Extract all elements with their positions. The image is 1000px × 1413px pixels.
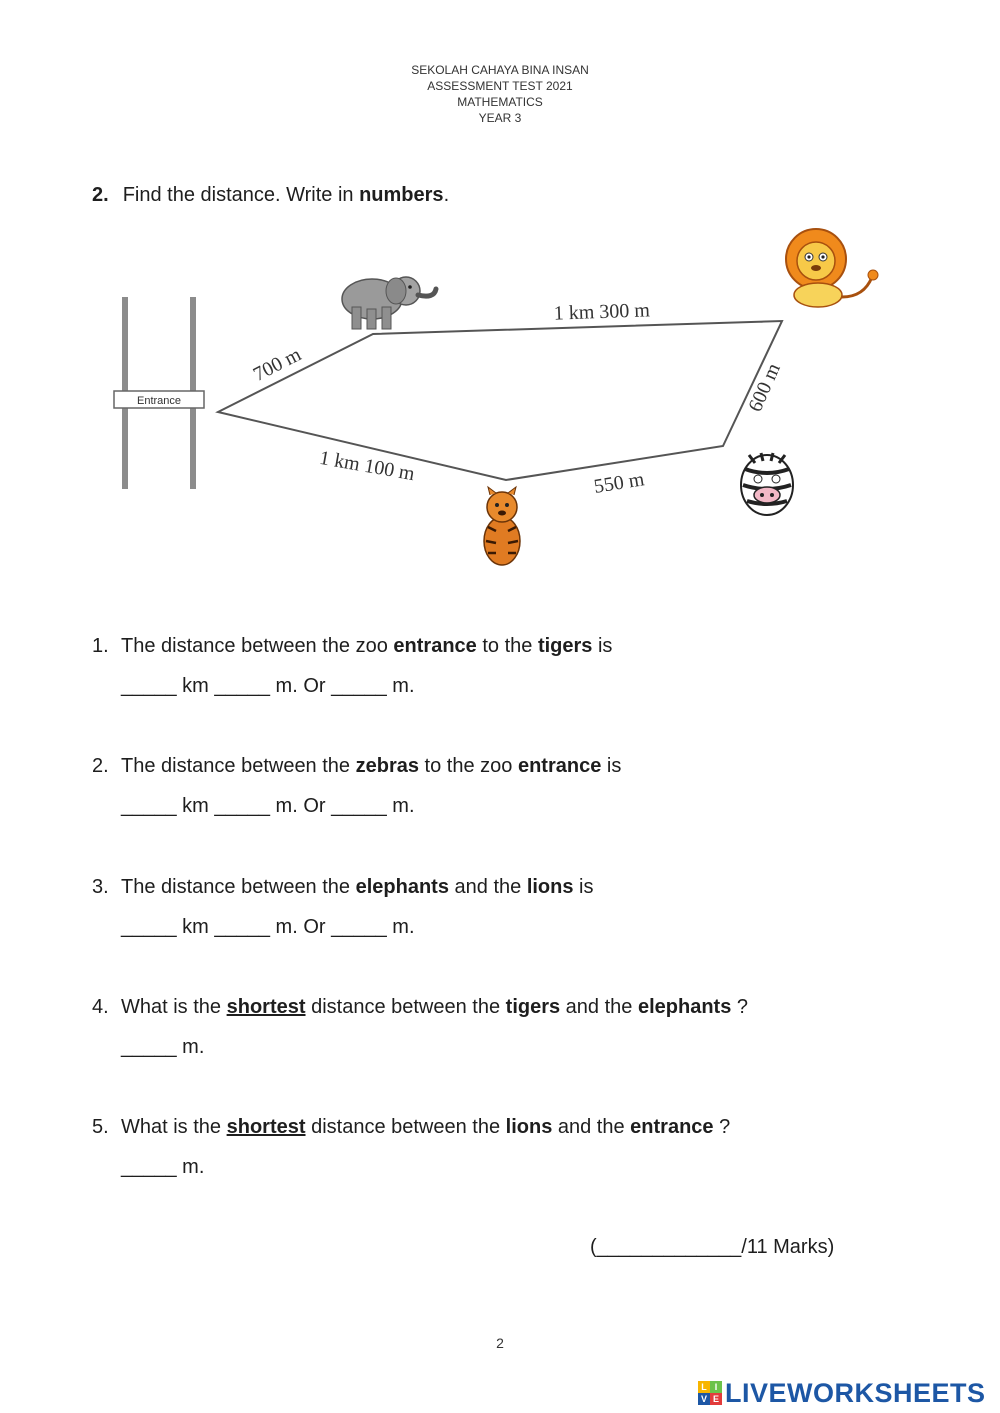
list-item-3 [92, 876, 593, 899]
edge-label-zebra-tiger: 550 m [592, 468, 646, 498]
question-text: Find the distance. Write in [122, 184, 360, 206]
zoo-map-diagram [90, 215, 910, 595]
item-text: and the [448, 876, 527, 898]
tiger-icon [484, 487, 520, 565]
answer-blanks-3[interactable]: _____ km _____ m. Or _____ m. [121, 916, 415, 938]
path-polygon [218, 321, 782, 480]
brand-mark-icon [698, 1381, 722, 1405]
item-text: is [592, 635, 613, 657]
item-number: 2. [92, 755, 109, 777]
item-keyword: lions [505, 1116, 553, 1138]
answer-blanks-1[interactable]: _____ km _____ m. Or _____ m. [121, 675, 415, 697]
edge-label-entrance-elephant: 700 m [249, 343, 305, 386]
question-number: 2. [92, 184, 109, 206]
item-text: distance between the [305, 996, 506, 1018]
subject-name: MATHEMATICS [457, 95, 543, 109]
school-name: SEKOLAH CAHAYA BINA INSAN [411, 63, 589, 77]
edge-label-lion-zebra: 600 m [744, 359, 785, 416]
liveworksheets-logo [698, 1378, 986, 1408]
item-text: to the [476, 635, 538, 657]
item-text: The distance between the zoo [121, 635, 394, 657]
item-text: ? [731, 996, 749, 1018]
item-text: is [601, 755, 622, 777]
item-keyword: tigers [505, 996, 561, 1018]
item-text: to the zoo [418, 755, 518, 777]
elephant-icon [342, 277, 436, 329]
item-text: is [573, 876, 594, 898]
item-keyword: entrance [517, 755, 602, 777]
item-text: The distance between the [121, 755, 356, 777]
item-text: distance between the [305, 1116, 506, 1138]
answer-blanks-4[interactable]: _____ m. [121, 1036, 205, 1058]
entrance-sign-label: Entrance [136, 395, 182, 407]
entrance-sign [114, 297, 204, 489]
item-keyword: tigers [537, 635, 593, 657]
brand-mark-letter: L [698, 1381, 710, 1393]
item-text: ? [713, 1116, 731, 1138]
question-end: . [443, 184, 450, 206]
item-keyword: elephants [637, 996, 732, 1018]
page-header [0, 62, 1000, 126]
item-number: 4. [92, 996, 109, 1018]
list-item-2 [92, 755, 621, 778]
brand-mark-letter: V [698, 1393, 710, 1405]
edge-label-elephant-lion: 1 km 300 m [553, 299, 651, 325]
list-item-5 [92, 1116, 730, 1139]
brand-name: LIVEWORKSHEETS [725, 1377, 986, 1408]
item-keyword: lions [526, 876, 574, 898]
item-keyword: entrance [630, 1116, 714, 1138]
item-number: 3. [92, 876, 109, 898]
item-keyword: zebras [355, 755, 419, 777]
item-text: What is the [121, 1116, 227, 1138]
edge-label-tiger-entrance: 1 km 100 m [317, 446, 417, 486]
item-number: 1. [92, 635, 109, 657]
list-item-1 [92, 635, 612, 658]
list-item-4 [92, 996, 748, 1019]
item-text: What is the [121, 996, 227, 1018]
item-text: and the [560, 996, 638, 1018]
item-text: and the [552, 1116, 631, 1138]
brand-mark-letter: I [710, 1381, 722, 1393]
item-number: 5. [92, 1116, 109, 1138]
answer-blanks-2[interactable]: _____ km _____ m. Or _____ m. [121, 795, 415, 817]
answer-blanks-5[interactable]: _____ m. [121, 1156, 205, 1178]
item-text: The distance between the [121, 876, 356, 898]
item-keyword-underlined: shortest [226, 996, 306, 1018]
zebra-icon [741, 453, 793, 515]
marks-total: (_____________/11 Marks) [590, 1236, 835, 1258]
brand-mark-letter: E [710, 1393, 722, 1405]
question-title [92, 184, 449, 207]
test-name: ASSESSMENT TEST 2021 [427, 79, 573, 93]
item-keyword: entrance [393, 635, 477, 657]
lion-icon [786, 229, 878, 307]
year-label: YEAR 3 [478, 111, 522, 125]
item-keyword-underlined: shortest [226, 1116, 306, 1138]
question-bold: numbers [359, 184, 444, 206]
item-keyword: elephants [355, 876, 449, 898]
page-number: 2 [496, 1335, 504, 1351]
